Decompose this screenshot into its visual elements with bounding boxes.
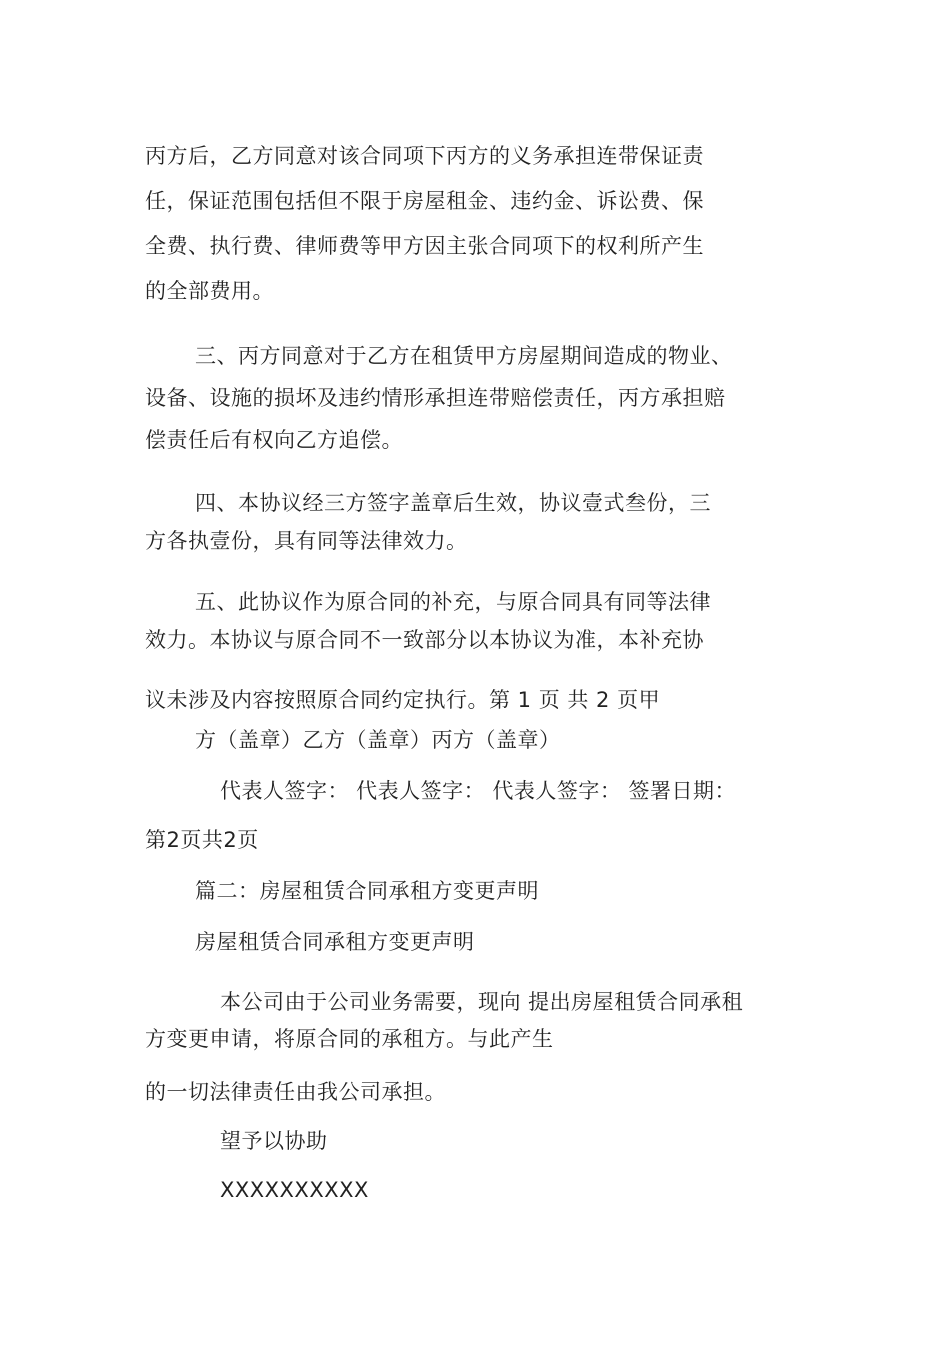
text-line: 方（盖章）乙方（盖章）丙方（盖章） [195, 728, 561, 752]
text-line: 丙方后，乙方同意对该合同项下丙方的义务承担连带保证责 [145, 144, 704, 168]
text-line: 任，保证范围包括但不限于房屋租金、违约金、诉讼费、保 [145, 189, 704, 213]
signature-line: 代表人签字： 代表人签字： 代表人签字： 签署日期： [220, 779, 737, 803]
text-line: 效力。本协议与原合同不一致部分以本协议为准，本补充协 [145, 628, 704, 652]
company-name-placeholder: XXXXXXXXXX [220, 1178, 369, 1202]
text-line: 设备、设施的损坏及违约情形承担连带赔偿责任，丙方承担赔 [145, 386, 726, 410]
text-line: 三、丙方同意对于乙方在租赁甲方房屋期间造成的物业、 [195, 344, 733, 368]
document-title: 房屋租赁合同承租方变更声明 [195, 930, 475, 954]
text-line: 方各执壹份，具有同等法律效力。 [145, 529, 468, 553]
text-line: 的一切法律责任由我公司承担。 [145, 1080, 446, 1104]
text-line: 议未涉及内容按照原合同约定执行。第 1 页 共 2 页甲 [145, 688, 661, 712]
text-line: 偿责任后有权向乙方追偿。 [145, 428, 403, 452]
text-line: 本公司由于公司业务需要，现向 提出房屋租赁合同承租 [220, 990, 744, 1014]
text-line: 方变更申请，将原合同的承租方。与此产生 [145, 1027, 554, 1051]
text-line: 四、本协议经三方签字盖章后生效，协议壹式叁份，三 [195, 491, 711, 515]
text-line: 全费、执行费、律师费等甲方因主张合同项下的权利所产生 [145, 234, 704, 258]
text-line: 望予以协助 [220, 1129, 328, 1153]
text-line: 的全部费用。 [145, 279, 274, 303]
text-line: 五、此协议作为原合同的补充，与原合同具有同等法律 [195, 590, 711, 614]
page-number: 第2页共2页 [145, 828, 259, 852]
section-heading: 篇二：房屋租赁合同承租方变更声明 [195, 879, 539, 903]
